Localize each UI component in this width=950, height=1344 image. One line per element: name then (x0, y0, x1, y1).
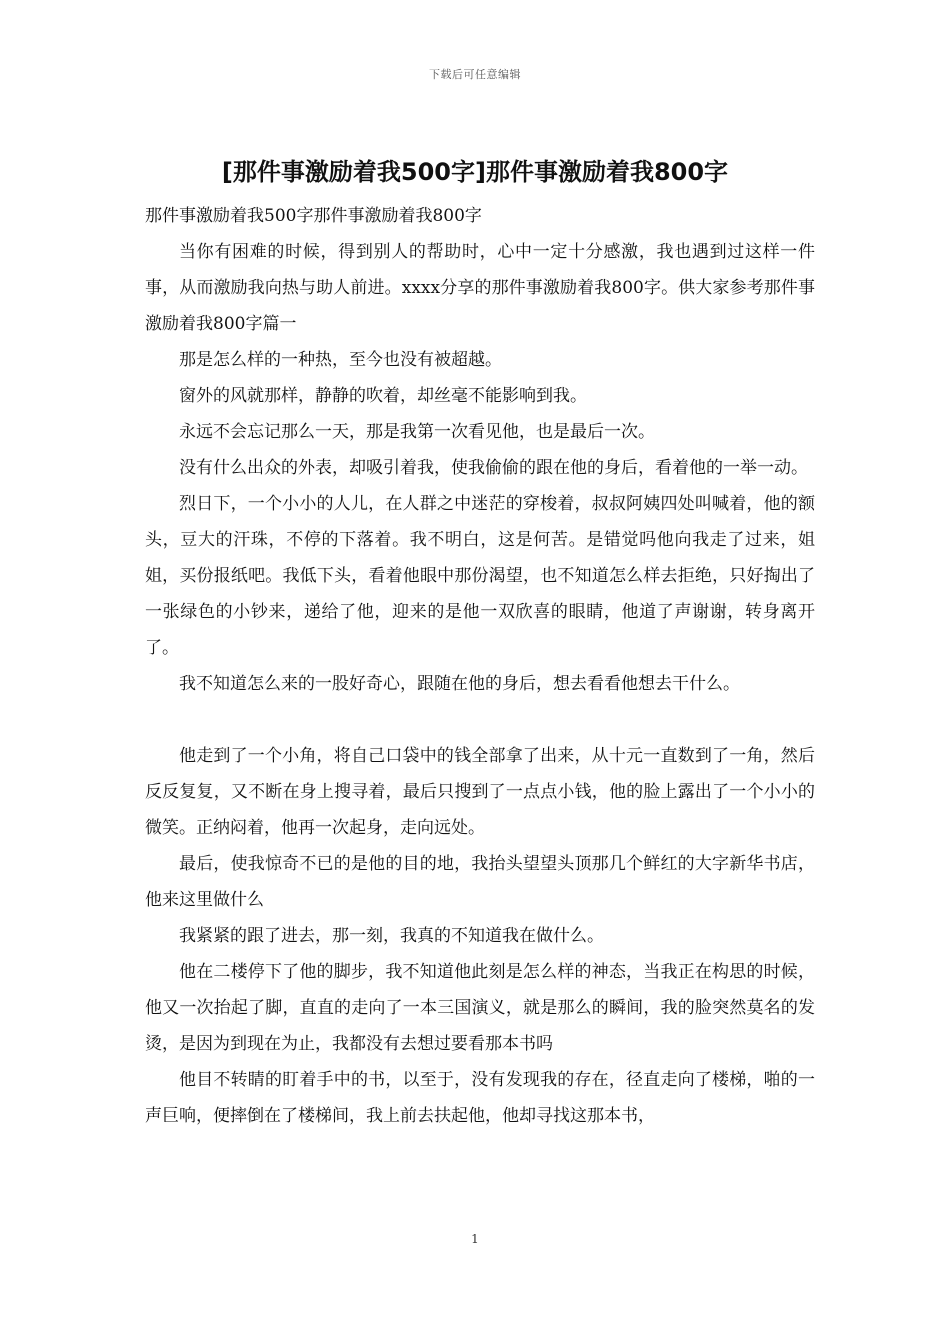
body-paragraph: 那是怎么样的一种热，至今也没有被超越。 (179, 350, 502, 370)
document-title: [那件事激励着我500字]那件事激励着我800字 (221, 158, 729, 186)
body-paragraph: 他在二楼停下了他的脚步，我不知道他此刻是怎么样的神态，当我正在构思的时候，他又一次抬起了脚，直直的走向了一本三国演义，就是那么的瞬间，我的脸突然莫名的发烫，是因为到现在为止，我都没有去想过要看那本书吗 (145, 962, 815, 1054)
page-header: 下载后可任意编辑 (429, 68, 521, 81)
body-paragraph: 他目不转睛的盯着手中的书，以至于，没有发现我的存在，径直走向了楼梯，啪的一声巨响，便摔倒在了楼梯间，我上前去扶起他，他却寻找这那本书， (145, 1070, 815, 1126)
page-number: 1 (471, 1232, 479, 1246)
body-paragraph: 那件事激励着我500字那件事激励着我800字 (145, 206, 482, 226)
body-paragraph: 烈日下，一个小小的人儿，在人群之中迷茫的穿梭着，叔叔阿姨四处叫喊着，他的额头，豆大的汗珠，不停的下落着。我不明白，这是何苦。是错觉吗他向我走了过来，姐姐，买份报纸吧。我低下头，看着他眼中那份渴望，也不知道怎么样去拒绝，只好掏出了一张绿色的小钞来，递给了他，迎来的是他一双欣喜的眼睛，他道了声谢谢，转身离开了。 (145, 494, 815, 658)
body-paragraph: 我紧紧的跟了进去，那一刻，我真的不知道我在做什么。 (179, 926, 604, 946)
body-paragraph: 他走到了一个小角，将自己口袋中的钱全部拿了出来，从十元一直数到了一角，然后反反复复，又不断在身上搜寻着，最后只搜到了一点点小钱，他的脸上露出了一个小小的微笑。正纳闷着，他再一次起身，走向远处。 (145, 746, 815, 838)
body-paragraph: 当你有困难的时候，得到别人的帮助时，心中一定十分感激，我也遇到过这样一件事，从而激励我向热与助人前进。xxxx分享的那件事激励着我800字。供大家参考那件事激励着我800字篇一 (145, 242, 815, 334)
body-paragraph: 最后，使我惊奇不已的是他的目的地，我抬头望望头顶那几个鲜红的大字新华书店，他来这里做什么 (145, 854, 815, 910)
paragraph-spacer (145, 702, 815, 738)
body-paragraph: 永远不会忘记那么一天，那是我第一次看见他，也是最后一次。 (179, 422, 655, 442)
body-paragraph: 我不知道怎么来的一股好奇心，跟随在他的身后，想去看看他想去干什么。 (179, 674, 740, 694)
document-body (145, 198, 815, 1134)
body-paragraph: 窗外的风就那样，静静的吹着，却丝毫不能影响到我。 (179, 386, 587, 406)
body-paragraph: 没有什么出众的外表，却吸引着我，使我偷偷的跟在他的身后，看着他的一举一动。 (179, 458, 808, 478)
